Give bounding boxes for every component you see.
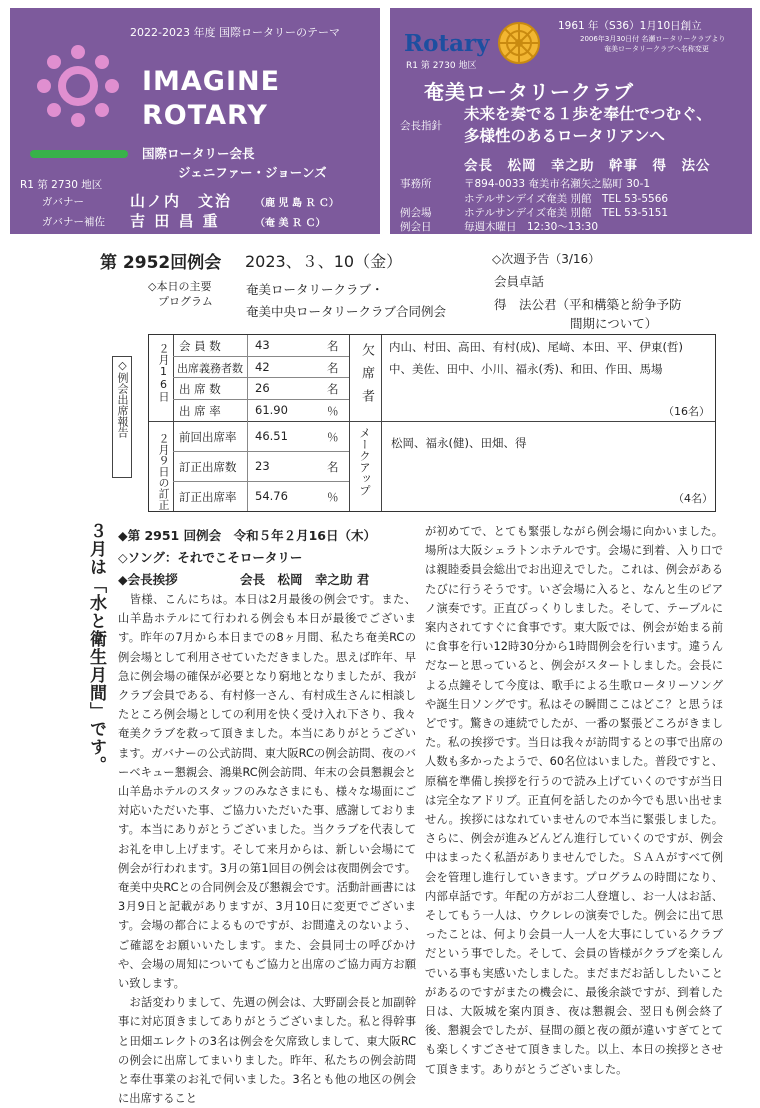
governor-club: （鹿 児 島 Ｒ Ｃ） [255, 198, 339, 209]
date-a: ２月16日 [157, 343, 170, 402]
row-a-value: 43 [255, 338, 270, 352]
governor-label: ガバナー [42, 196, 84, 208]
row-a-unit: 名 [327, 382, 339, 396]
absent-count: （16名） [663, 405, 710, 418]
row-b-unit: 名 [327, 460, 339, 474]
row-b-value: 54.76 [255, 489, 288, 503]
absent-line1: 内山、村田、高田、有村(成)、尾﨑、本田、平、伊東(哲) [389, 340, 683, 354]
district-left: R1 第 2730 地区 [20, 179, 103, 191]
founded: 1961 年（S36）1月10日創立 [558, 20, 702, 32]
office-hotel: ホテルサンデイズ奄美 別館 TEL 53-5566 [464, 193, 669, 205]
row-b-unit: ％ [327, 430, 339, 444]
next-3: 間期について） [570, 316, 658, 331]
logo-line2: ROTARY [142, 100, 268, 131]
row-a-value: 26 [255, 381, 270, 395]
row-a-value: 42 [255, 360, 270, 374]
club-header [390, 8, 752, 234]
date-b: ２月９日の訂正 [157, 433, 170, 510]
row-a-label: 出席義務者数 [177, 362, 243, 375]
motto-line1: 未来を奏でる１歩を奉仕でつむぐ、 [464, 105, 712, 123]
body-column-2 [425, 522, 723, 1079]
imagine-rotary-logo-icon [34, 42, 122, 130]
office-label: 事務所 [400, 178, 432, 190]
venue: ホテルサンデイズ奄美 別館 TEL 53-5151 [464, 207, 669, 219]
row-b-label: 訂正出席数 [179, 460, 237, 474]
body-paragraph-3: が初めてで、とても緊張しながら例会場に向かいました。場所は大阪シェラトンホテルです。会場に到着、入り口では親睦委員会総出でお出迎えでした。これは、例会があるたびに行うそうです。いざ会場に入ると、なんと生のピアノ演奏です。正直びっくりしました。そして、テーブルに案内されてすぐに食事です。東大阪では、例会が始まる前に食事を行い12時30分から1時間例会を行います。違うんだなーと思っていると、例会がスタートしました。会長による点鐘そして今度は、歌手による生歌ロータリーソングや誕生日ソングです。私はその瞬間ここはどこ？と思うほどです。驚きの連続でしたが、一番の緊張どころがきました。私の挨拶です。当日は我々が訪問するとの事で出席の人数も多かったようで、60名位はいました。普段ですと、原稿を準備し挨拶を行うので読み上げていくのですが当日は完全なアドリブ。正直何を話したのか今でも思い出せません。挨拶にはなれていませんので本当に緊張しました。さらに、例会が進みどんどん進行していくのですが、例会中はまったく私語がありませんでした。ＳＡＡがすべて例会を管理し進行していきます。プログラムの時間になり、内部卓話です。年配の方がお二人登壇し、お一人はお話、そしてもう一人は、ウクレレの演奏でした。例会に出て思ったことは、何より会員一人一人を大事にしているクラブだという事でした。そして、会員の皆様がクラブを楽しんでいる事も実感いたしました。まだまだお話ししたいことがあるのですがまたの機会に、最後余談ですが、到着した日は、大阪城を案内頂き、夜は懇親会、翌日も例会終了後、懇親会でしたが、昼間の顔と夜の顔が違いすぎてとても楽しくすごさせて頂きました。以上、本日の挨拶とさせて頂きます。ありがとうございました。 [425, 525, 723, 1076]
theme-year: 2022-2023 年度 国際ロータリーのテーマ [130, 26, 340, 39]
row-b-value: 46.51 [255, 429, 288, 443]
green-bar [30, 150, 128, 158]
club-name: 奄美ロータリークラブ [424, 80, 634, 104]
row-a-unit: 名 [327, 339, 339, 353]
row-b-unit: ％ [327, 490, 339, 504]
vice-governor-name: 吉 田 昌 重 [130, 212, 220, 230]
row-a-unit: 名 [327, 361, 339, 375]
name-change-2: 奄美ロータリークラブへ名称変更 [604, 45, 709, 53]
office-addr: 〒894-0033 奄美市名瀬矢之脇町 30-1 [464, 178, 651, 190]
rotary-wheel-icon [494, 18, 544, 68]
makeup-line: 松岡、福永(健)、田畑、得 [391, 436, 527, 450]
report-title: ◆第 2951 回例会 令和５年２月16日（木） [118, 528, 377, 543]
attendance-side-box [112, 356, 132, 478]
vice-governor-label: ガバナー補佐 [42, 216, 105, 228]
governor-name: 山ノ内 文治 [130, 192, 233, 210]
day-label: 例会日 [400, 221, 432, 233]
row-b-label: 訂正出席率 [179, 490, 237, 504]
next-label: ◇次週予告（3/16） [492, 252, 601, 266]
program-1: 奄美ロータリークラブ・ [246, 282, 384, 297]
day: 毎週木曜日 12:30～13:30 [464, 221, 599, 233]
row-b-value: 23 [255, 459, 270, 473]
vice-governor-club: （奄 美 Ｒ Ｃ） [255, 218, 326, 229]
makeup-label: メークアップ [358, 427, 372, 496]
name-change-1: 2006年3月30日付 名瀬ロータリークラブより [580, 35, 726, 43]
policy-label: 会長指針 [400, 120, 442, 132]
meeting-number: 第 2952回例会 [100, 253, 222, 273]
row-a-label: 出 席 率 [179, 404, 221, 418]
attendance-table [148, 334, 716, 512]
absent-line2: 中、美佐、田中、小川、福永(秀)、和田、作田、馬場 [389, 362, 663, 376]
logo-line1: IMAGINE [142, 66, 281, 97]
ri-president-name: ジェニファー・ジョーンズ [178, 165, 327, 180]
district-right: R1 第 2730 地区 [406, 61, 477, 71]
program-label-1: ◇本日の主要 [148, 280, 212, 293]
month-theme: ３月は「水と衛生月間」です。 [86, 522, 106, 774]
greeting-speaker: 会長 松岡 幸之助 君 [240, 572, 370, 587]
next-1: 会員卓話 [494, 274, 545, 289]
row-a-label: 会 員 数 [179, 339, 221, 353]
absent-label: 欠席者 [359, 343, 374, 412]
theme-header [10, 8, 380, 234]
venue-label: 例会場 [400, 207, 432, 219]
program-label-2: プログラム [158, 295, 213, 308]
row-b-label: 前回出席率 [179, 430, 237, 444]
body-column-1 [118, 590, 416, 1108]
program-2: 奄美中央ロータリークラブ合同例会 [246, 304, 447, 319]
rotary-logo-text: Rotary [404, 30, 490, 57]
body-paragraph-2: お話変わりまして、先週の例会は、大野副会長と加副幹事に対応頂きましてありがとうございました。私と得幹事と田畑エレクトの3名は例会を欠席致しまして、東大阪RCの例会に出席してまいりました。昨年、私たちの例会訪問と奉仕事業のお礼で伺いました。3名とも他の地区の例会に出席すること [118, 996, 416, 1106]
report-song: ◇ソング：それでこそロータリー [118, 550, 303, 565]
body-paragraph-1: 皆様、こんにちは。本日は2月最後の例会です。また、山羊島ホテルにて行われる例会も本日が最後でございます。昨年の7月から本日までの8ヶ月間、私たち奄美RCの例会場として利用させていただきました。思えば昨年、早急に例会場の確保が必要となり窮地となりましたが、我がクラブ会員である、有村修一さん、有村成生さんに相談したところ例会場としての利用を快く受け入れ下さり、我々奄美クラブを救って頂きました。本当にありがとうございます。ガバナーの公式訪問、東大阪RCの例会訪問、夜のバーベキュー懇親会、鴻巣RC例会訪問、年末の会員懇親会と山羊島ホテルのスタッフのみなさまにも、様々な場面にご対応いただいた事、ご協力いただいた事、感謝しております。本当にありがとうございました。当クラブを代表してお礼を申し上げます。そして来月からは、新しい会場にて例会が行われます。3月の第1回目の例会は夜間例会です。奄美中央RCとの合同例会及び懇親会です。活動計画書には3月9日と記載がありますが、3月10日に変更でございます。会場の都合によるものですが、お間違えのないよう、ご確認をお願いいたします。また、会員同士の呼びかけや、会場の周知についてもご協力と出席のご協力両方お願い致します。 [118, 593, 416, 991]
row-a-value: 61.90 [255, 403, 288, 417]
makeup-count: （4名） [673, 492, 713, 505]
meeting-date: 2023、３、10（金） [245, 252, 403, 271]
motto-line2: 多様性のあるロータリアンへ [464, 127, 665, 145]
attendance-side-label: ◇例会出席報告 [116, 359, 129, 438]
ri-president-title: 国際ロータリー会長 [142, 146, 255, 161]
next-2: 得 法公君（平和構築と紛争予防 [494, 297, 682, 312]
row-a-label: 出 席 数 [179, 382, 221, 396]
president-line: 会長 松岡 幸之助 幹事 得 法公 [464, 158, 711, 174]
row-a-unit: ％ [327, 404, 339, 418]
greeting-label: ◆会長挨拶 [118, 572, 178, 587]
